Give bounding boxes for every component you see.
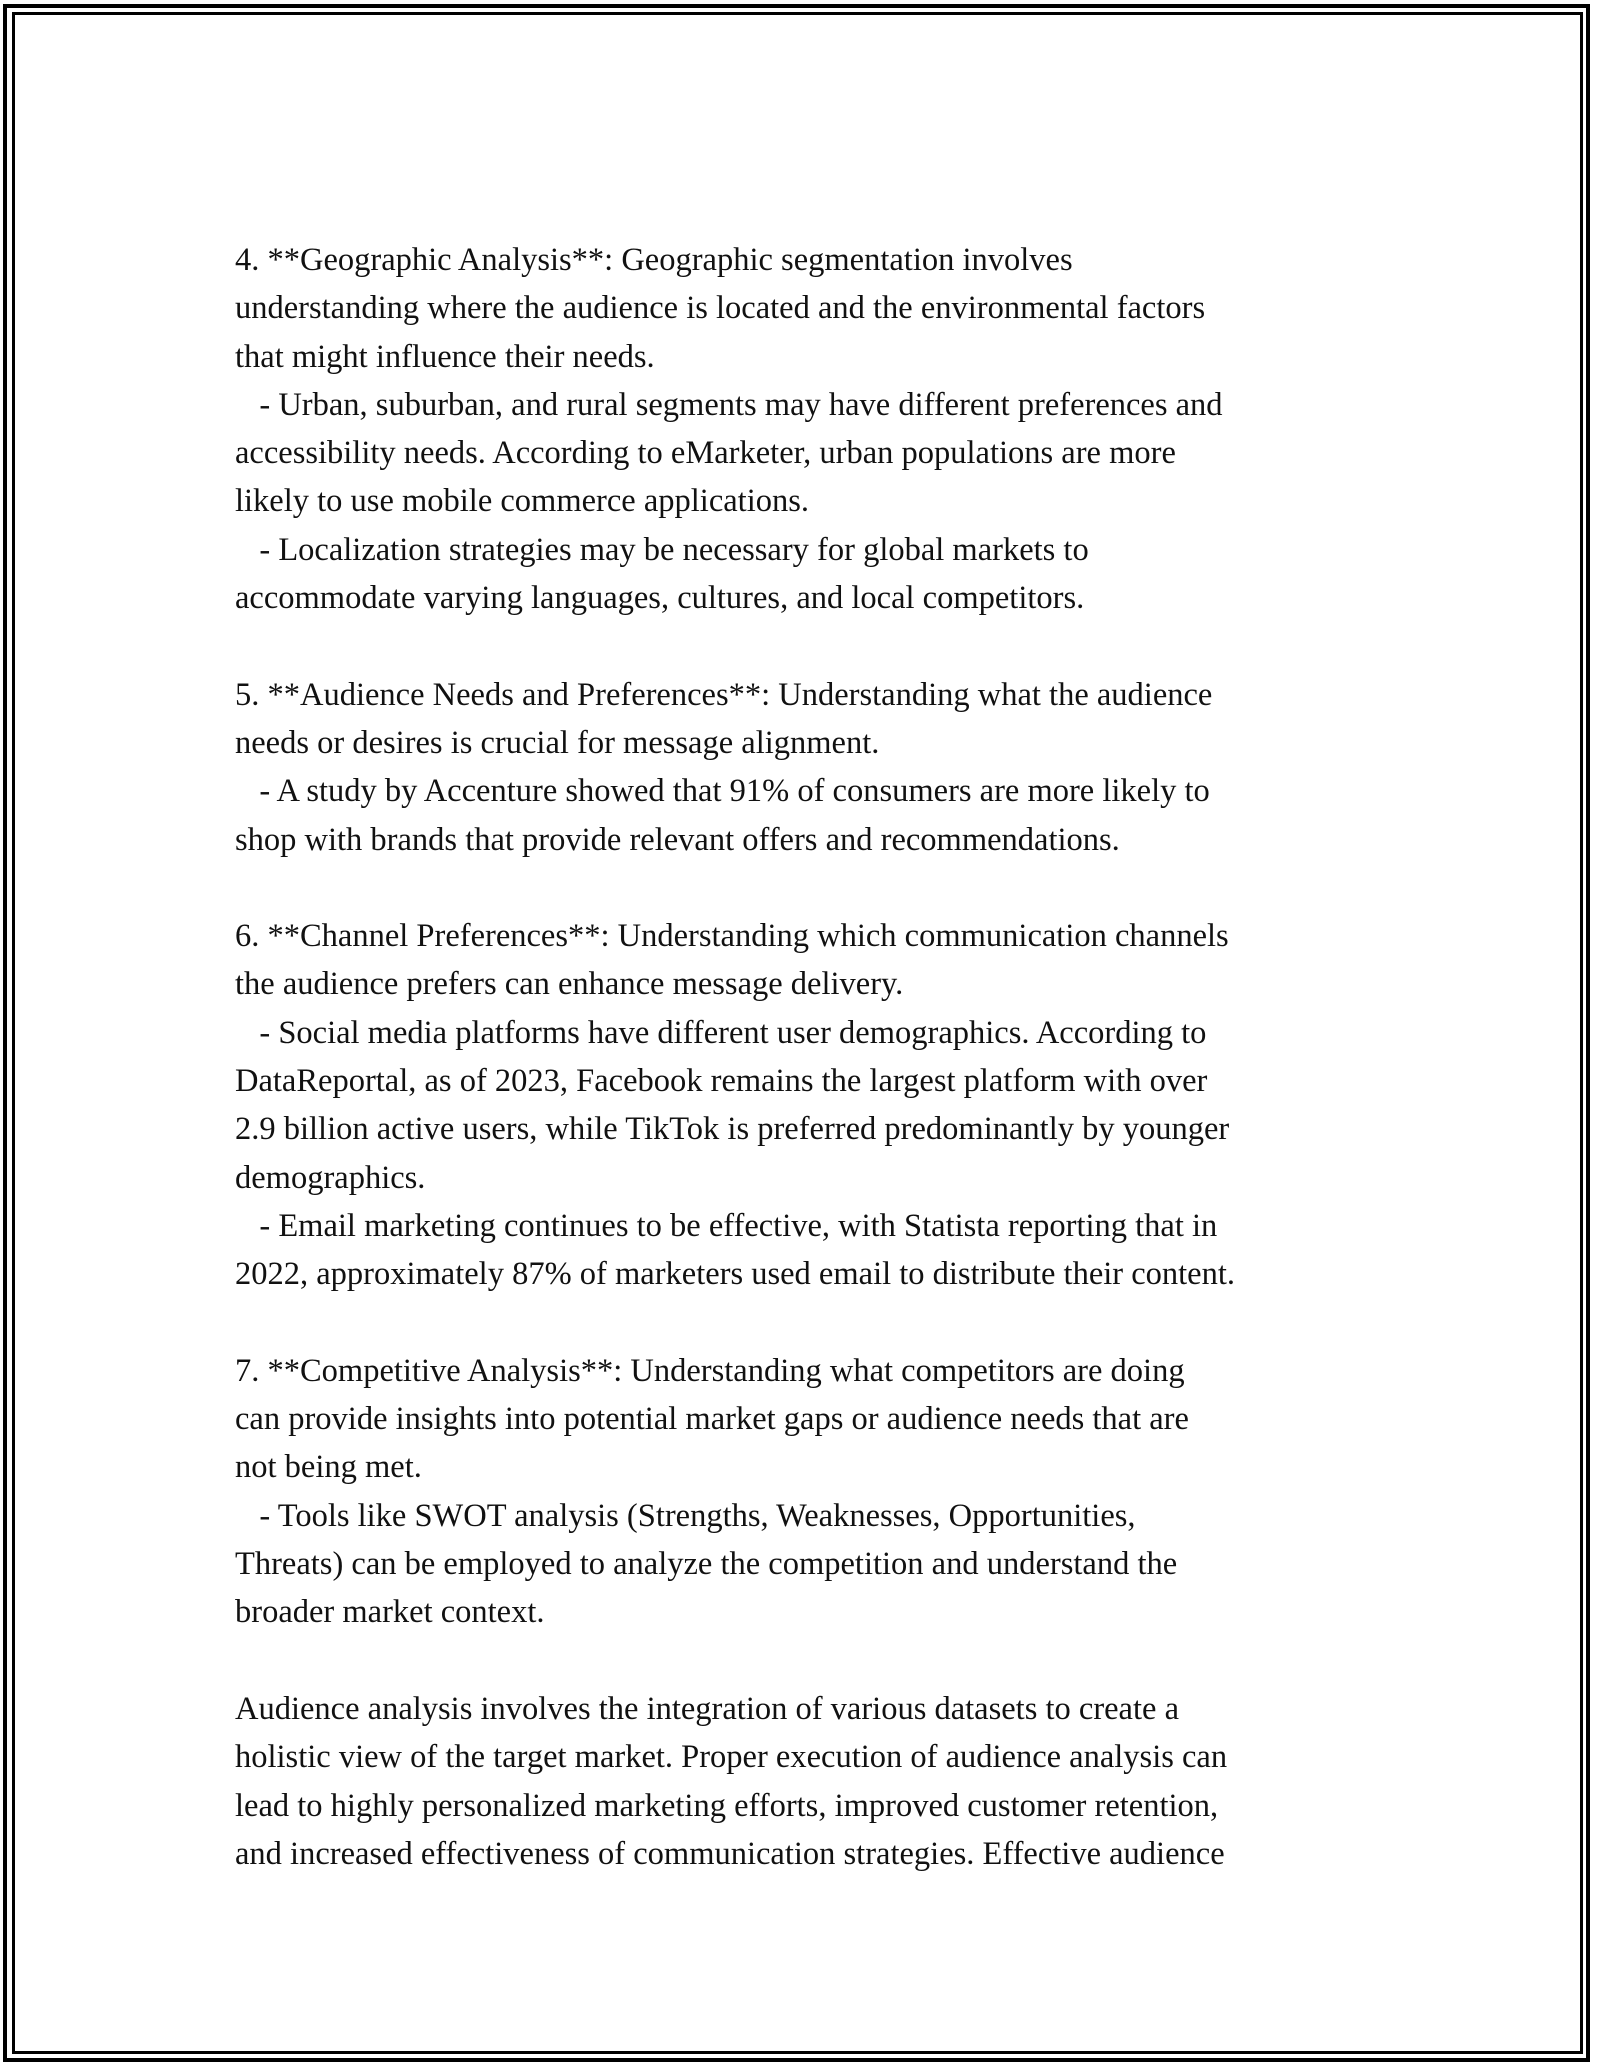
text-line: - Tools like SWOT analysis (Strengths, Weaknesses, Opportunities,	[235, 1497, 1136, 1534]
text-line: DataReportal, as of 2023, Facebook remains the largest platform with over	[235, 1063, 1208, 1100]
text-line: the audience prefers can enhance message delivery.	[235, 966, 904, 1003]
text-line: 4. **Geographic Analysis**: Geographic segmentation involves	[235, 242, 1073, 278]
text-line: needs or desires is crucial for message alignment.	[235, 724, 880, 761]
section-summary	[235, 1685, 1375, 1878]
text-line: that might influence their needs.	[235, 338, 655, 375]
section-geographic-analysis	[235, 236, 1375, 622]
section-audience-needs	[235, 671, 1375, 864]
text-line: - Email marketing continues to be effective, with Statista reporting that in	[235, 1207, 1218, 1244]
text-line: accommodate varying languages, cultures, and local competitors.	[235, 580, 1085, 617]
text-line: accessibility needs. According to eMarketer, urban populations are more	[235, 435, 1176, 472]
section-channel-preferences	[235, 912, 1375, 1298]
text-line: 6. **Channel Preferences**: Understanding which communication channels	[235, 918, 1229, 955]
section-competitive-analysis	[235, 1347, 1375, 1637]
text-line: Audience analysis involves the integration of various datasets to create a	[235, 1690, 1179, 1727]
text-line: 7. **Competitive Analysis**: Understanding what competitors are doing	[235, 1352, 1185, 1389]
text-line: 2.9 billion active users, while TikTok is preferred predominantly by younger	[235, 1111, 1230, 1148]
text-line: 2022, approximately 87% of marketers used email to distribute their content.	[235, 1256, 1236, 1293]
text-line: - Localization strategies may be necessary for global markets to	[235, 531, 1089, 568]
document-body	[235, 236, 1375, 1878]
text-line: understanding where the audience is located and the environmental factors	[235, 290, 1206, 327]
text-line: - Social media platforms have different user demographics. According to	[235, 1014, 1207, 1051]
text-line: broader market context.	[235, 1594, 545, 1631]
text-line: - Urban, suburban, and rural segments may have different preferences and	[235, 386, 1223, 423]
text-line: likely to use mobile commerce applications.	[235, 483, 810, 520]
text-line: - A study by Accenture showed that 91% of consumers are more likely to	[235, 773, 1210, 810]
text-line: 5. **Audience Needs and Preferences**: Understanding what the audience	[235, 676, 1213, 713]
text-line: and increased effectiveness of communication strategies. Effective audience	[235, 1835, 1225, 1872]
text-line: can provide insights into potential market gaps or audience needs that are	[235, 1401, 1189, 1438]
text-line: shop with brands that provide relevant offers and recommendations.	[235, 821, 1120, 858]
text-line: Threats) can be employed to analyze the competition and understand the	[235, 1546, 1178, 1583]
text-line: not being met.	[235, 1449, 422, 1486]
text-line: holistic view of the target market. Proper execution of audience analysis can	[235, 1739, 1228, 1776]
text-line: lead to highly personalized marketing efforts, improved customer retention,	[235, 1787, 1219, 1824]
text-line: demographics.	[235, 1159, 426, 1196]
